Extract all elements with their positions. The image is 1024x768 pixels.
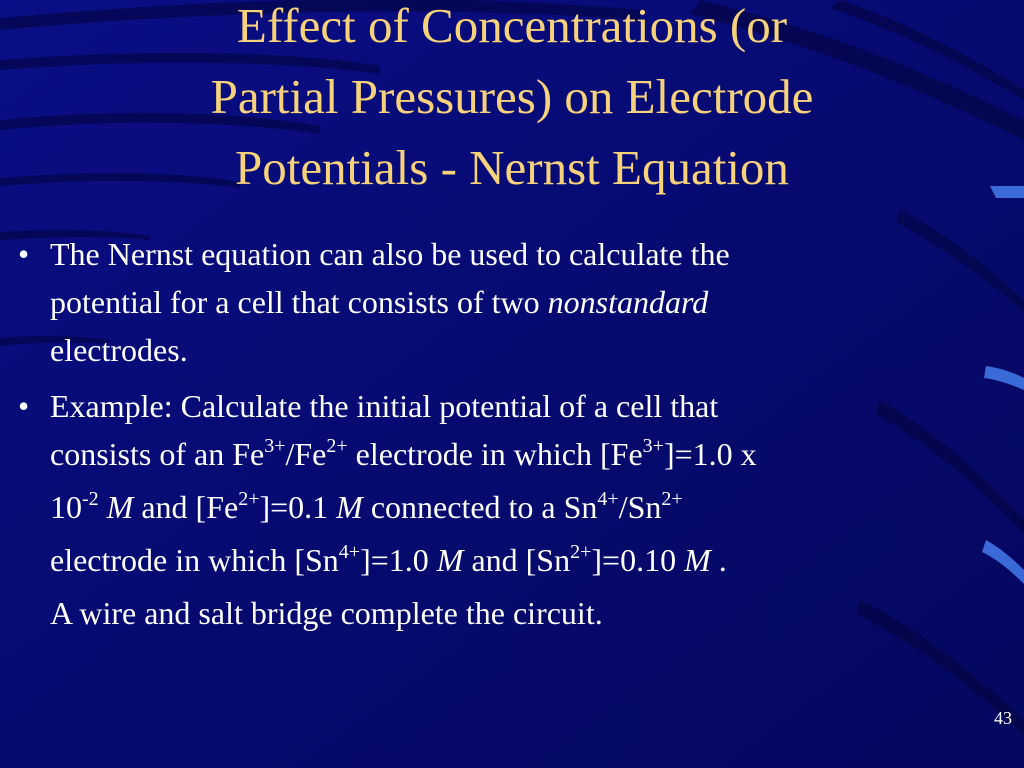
superscript: 3+ [264, 435, 286, 457]
text: A wire and salt bridge complete the circuit. [50, 595, 603, 631]
bullet-marker: • [18, 236, 30, 272]
text: and [Sn [463, 542, 571, 578]
text: . [710, 542, 727, 578]
bullet-2-line-2 [50, 430, 978, 483]
bullet-2-line-4 [50, 536, 978, 589]
text: Example: Calculate the initial potential of a cell that [50, 388, 719, 424]
bullet-2-line-5 [50, 589, 978, 637]
text: ]=0.10 [591, 542, 685, 578]
unit-molar: M [684, 542, 711, 578]
superscript: 2+ [238, 488, 260, 510]
text: electrode in which [Sn [50, 542, 339, 578]
superscript: 4+ [338, 541, 361, 563]
text: 10 [50, 489, 82, 525]
text: The Nernst equation can also be used to calculate the [50, 236, 730, 272]
text: /Fe [285, 436, 327, 472]
title-line-2: Partial Pressures) on Electrode [210, 69, 814, 124]
page-number: 43 [994, 708, 1012, 728]
unit-molar: M [336, 489, 363, 525]
title-line-1: Effect of Concentrations (or [236, 0, 788, 53]
superscript: 2+ [570, 541, 592, 563]
bullet-2-line-3 [50, 483, 978, 536]
text: and [Fe [133, 489, 239, 525]
text: electrode in which [Fe [347, 436, 643, 472]
unit-molar: M [436, 542, 464, 578]
bullet-1-line-2 [50, 278, 978, 326]
bullet-list [18, 230, 978, 645]
slide-title [40, 0, 984, 203]
bullet-item-example [18, 382, 978, 637]
unit-molar: M [106, 489, 134, 525]
title-line-3: Potentials - Nernst Equation [235, 140, 789, 195]
bullet-2-line-1 [50, 382, 978, 430]
superscript: 3+ [642, 435, 664, 457]
superscript: 4+ [597, 488, 619, 510]
superscript: 2+ [661, 488, 683, 510]
text: ]=1.0 x [663, 436, 757, 472]
bullet-1-line-1 [50, 230, 978, 278]
text: ]=1.0 [360, 542, 437, 578]
text: consists of an Fe [50, 436, 265, 472]
superscript: -2 [82, 488, 99, 510]
text: electrodes. [50, 332, 188, 368]
bullet-marker: • [18, 388, 30, 424]
text: /Sn [618, 489, 662, 525]
text: connected to a Sn [362, 489, 598, 525]
text [99, 489, 107, 525]
emphasis-nonstandard: nonstandard [547, 284, 709, 320]
bullet-item-nernst-nonstandard [18, 230, 978, 374]
bullet-1-line-3 [50, 326, 978, 374]
text: potential for a cell that consists of two [50, 284, 548, 320]
superscript: 2+ [326, 435, 348, 457]
text: ]=0.1 [259, 489, 337, 525]
